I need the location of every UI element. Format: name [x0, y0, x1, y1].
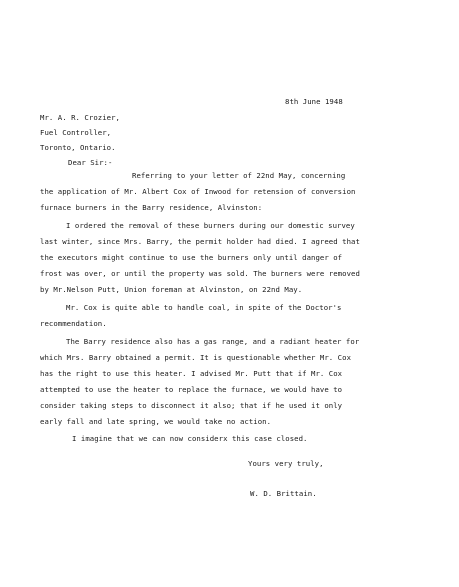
body-line: the executors might continue to use the burners only until danger of — [40, 253, 343, 262]
body-line: the application of Mr. Albert Cox of Inwood for retension of conversion — [40, 187, 356, 196]
body-line: recommendation. — [40, 319, 107, 328]
body-line: Mr. Cox is quite able to handle coal, in spite of the Doctor's — [66, 303, 342, 312]
signature: W. D. Brittain. — [250, 489, 317, 498]
body-line: by Mr.Nelson Putt, Union foreman at Alvinston, on 22nd May. — [40, 285, 303, 294]
recipient-name: Mr. A. R. Crozier, — [40, 113, 120, 122]
body-line: which Mrs. Barry obtained a permit. It is questionable whether Mr. Cox — [40, 353, 352, 362]
body-line: frost was over, or until the property was sold. The burners were removed — [40, 269, 360, 278]
body-line: The Barry residence also has a gas range, and a radiant heater for — [66, 337, 360, 346]
body-line: I ordered the removal of these burners during our domestic survey — [66, 221, 355, 230]
body-line: consider taking steps to disconnect it also; that if he used it only — [40, 401, 343, 410]
recipient-city: Toronto, Ontario. — [40, 143, 116, 152]
body-line: furnace burners in the Barry residence, Alvinston: — [40, 203, 263, 212]
closing: Yours very truly, — [248, 459, 324, 468]
letter-date: 8th June 1948 — [285, 97, 343, 106]
body-line: Referring to your letter of 22nd May, concerning — [132, 171, 346, 180]
body-line: attempted to use the heater to replace the furnace, we would have to — [40, 385, 343, 394]
body-line: last winter, since Mrs. Barry, the permit holder had died. I agreed that — [40, 237, 360, 246]
body-line: has the right to use this heater. I advised Mr. Putt that if Mr. Cox — [40, 369, 343, 378]
body-line: I imagine that we can now considerx this case closed. — [72, 434, 308, 443]
recipient-title: Fuel Controller, — [40, 128, 112, 137]
body-line: early fall and late spring, we would take no action. — [40, 417, 272, 426]
salutation: Dear Sir:- — [68, 158, 113, 167]
